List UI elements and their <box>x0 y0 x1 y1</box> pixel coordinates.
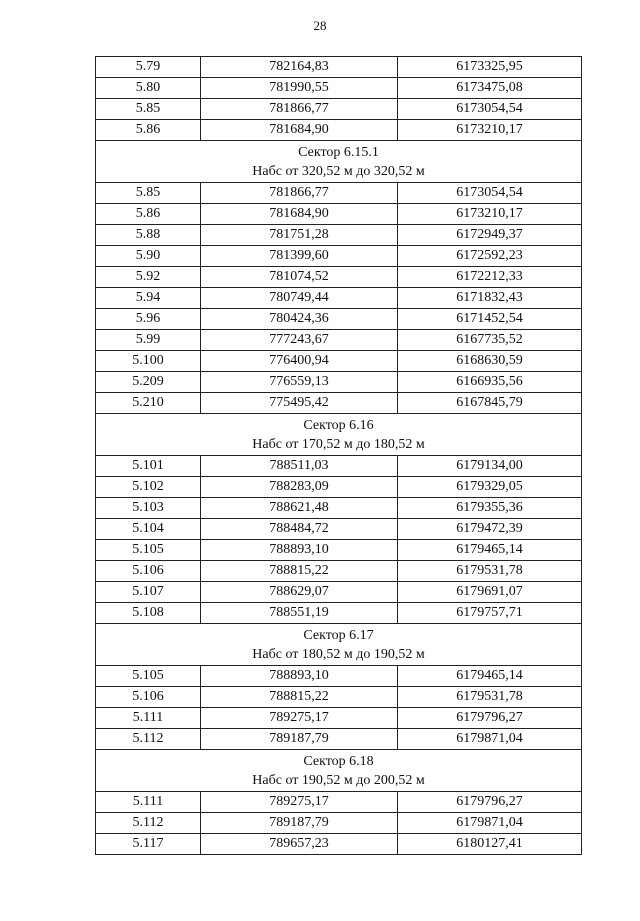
point-number-cell: 5.112 <box>96 729 201 750</box>
y-coordinate-cell: 6173054,54 <box>398 183 582 204</box>
y-coordinate-cell: 6173325,95 <box>398 57 582 78</box>
y-coordinate-cell: 6171832,43 <box>398 288 582 309</box>
y-coordinate-cell: 6179757,71 <box>398 603 582 624</box>
x-coordinate-cell: 789187,79 <box>201 813 398 834</box>
point-number-cell: 5.103 <box>96 498 201 519</box>
sector-title: Сектор 6.18 <box>303 753 374 769</box>
sector-header-row <box>96 414 582 456</box>
sector-header-row <box>96 624 582 666</box>
table-row <box>96 393 582 414</box>
y-coordinate-cell: 6173054,54 <box>398 99 582 120</box>
sector-header-cell <box>96 414 582 456</box>
table-row <box>96 687 582 708</box>
sector-title: Сектор 6.17 <box>303 627 374 643</box>
point-number-cell: 5.112 <box>96 813 201 834</box>
x-coordinate-cell: 781751,28 <box>201 225 398 246</box>
sector-altitude-range: Набс от 180,52 м до 190,52 м <box>252 646 425 662</box>
sector-header-cell <box>96 141 582 183</box>
point-number-cell: 5.92 <box>96 267 201 288</box>
point-number-cell: 5.85 <box>96 183 201 204</box>
y-coordinate-cell: 6179796,27 <box>398 792 582 813</box>
point-number-cell: 5.96 <box>96 309 201 330</box>
y-coordinate-cell: 6179871,04 <box>398 729 582 750</box>
x-coordinate-cell: 781866,77 <box>201 183 398 204</box>
coordinates-table <box>95 56 582 855</box>
x-coordinate-cell: 789275,17 <box>201 792 398 813</box>
table-row <box>96 78 582 99</box>
table-row <box>96 57 582 78</box>
point-number-cell: 5.88 <box>96 225 201 246</box>
x-coordinate-cell: 789275,17 <box>201 708 398 729</box>
sector-title: Сектор 6.16 <box>303 417 374 433</box>
point-number-cell: 5.86 <box>96 204 201 225</box>
y-coordinate-cell: 6179871,04 <box>398 813 582 834</box>
point-number-cell: 5.210 <box>96 393 201 414</box>
table-row <box>96 729 582 750</box>
table-row <box>96 330 582 351</box>
x-coordinate-cell: 776400,94 <box>201 351 398 372</box>
y-coordinate-cell: 6179796,27 <box>398 708 582 729</box>
sector-header-row <box>96 141 582 183</box>
point-number-cell: 5.86 <box>96 120 201 141</box>
x-coordinate-cell: 788893,10 <box>201 540 398 561</box>
point-number-cell: 5.94 <box>96 288 201 309</box>
table-row <box>96 120 582 141</box>
y-coordinate-cell: 6179355,36 <box>398 498 582 519</box>
table-row <box>96 708 582 729</box>
table-row <box>96 603 582 624</box>
page-number: 28 <box>313 18 327 33</box>
y-coordinate-cell: 6167845,79 <box>398 393 582 414</box>
table-row <box>96 183 582 204</box>
table-row <box>96 372 582 393</box>
table-row <box>96 99 582 120</box>
point-number-cell: 5.100 <box>96 351 201 372</box>
x-coordinate-cell: 776559,13 <box>201 372 398 393</box>
y-coordinate-cell: 6172949,37 <box>398 225 582 246</box>
y-coordinate-cell: 6166935,56 <box>398 372 582 393</box>
table-row <box>96 561 582 582</box>
sector-altitude-range: Набс от 320,52 м до 320,52 м <box>252 163 425 179</box>
point-number-cell: 5.85 <box>96 99 201 120</box>
y-coordinate-cell: 6172592,23 <box>398 246 582 267</box>
y-coordinate-cell: 6179531,78 <box>398 687 582 708</box>
x-coordinate-cell: 780424,36 <box>201 309 398 330</box>
y-coordinate-cell: 6179465,14 <box>398 540 582 561</box>
y-coordinate-cell: 6172212,33 <box>398 267 582 288</box>
point-number-cell: 5.80 <box>96 78 201 99</box>
x-coordinate-cell: 788484,72 <box>201 519 398 540</box>
coordinates-table-body <box>96 57 582 855</box>
x-coordinate-cell: 789187,79 <box>201 729 398 750</box>
point-number-cell: 5.79 <box>96 57 201 78</box>
point-number-cell: 5.104 <box>96 519 201 540</box>
y-coordinate-cell: 6179472,39 <box>398 519 582 540</box>
table-row <box>96 540 582 561</box>
table-row <box>96 666 582 687</box>
y-coordinate-cell: 6173475,08 <box>398 78 582 99</box>
sector-title: Сектор 6.15.1 <box>298 144 379 160</box>
point-number-cell: 5.102 <box>96 477 201 498</box>
table-row <box>96 351 582 372</box>
x-coordinate-cell: 781074,52 <box>201 267 398 288</box>
x-coordinate-cell: 788511,03 <box>201 456 398 477</box>
sector-altitude-range: Набс от 170,52 м до 180,52 м <box>252 436 425 452</box>
y-coordinate-cell: 6179465,14 <box>398 666 582 687</box>
x-coordinate-cell: 781399,60 <box>201 246 398 267</box>
x-coordinate-cell: 781684,90 <box>201 204 398 225</box>
sector-altitude-range: Набс от 190,52 м до 200,52 м <box>252 772 425 788</box>
table-row <box>96 288 582 309</box>
y-coordinate-cell: 6179531,78 <box>398 561 582 582</box>
x-coordinate-cell: 788621,48 <box>201 498 398 519</box>
x-coordinate-cell: 781684,90 <box>201 120 398 141</box>
sector-header-cell <box>96 750 582 792</box>
table-row <box>96 813 582 834</box>
table-row <box>96 309 582 330</box>
y-coordinate-cell: 6173210,17 <box>398 120 582 141</box>
point-number-cell: 5.106 <box>96 561 201 582</box>
y-coordinate-cell: 6167735,52 <box>398 330 582 351</box>
x-coordinate-cell: 788629,07 <box>201 582 398 603</box>
x-coordinate-cell: 788815,22 <box>201 561 398 582</box>
point-number-cell: 5.111 <box>96 708 201 729</box>
sector-header-cell <box>96 624 582 666</box>
table-row <box>96 267 582 288</box>
x-coordinate-cell: 777243,67 <box>201 330 398 351</box>
point-number-cell: 5.105 <box>96 540 201 561</box>
y-coordinate-cell: 6171452,54 <box>398 309 582 330</box>
point-number-cell: 5.105 <box>96 666 201 687</box>
table-row <box>96 477 582 498</box>
table-row <box>96 246 582 267</box>
table-row <box>96 582 582 603</box>
point-number-cell: 5.108 <box>96 603 201 624</box>
table-row <box>96 498 582 519</box>
x-coordinate-cell: 780749,44 <box>201 288 398 309</box>
table-row <box>96 225 582 246</box>
point-number-cell: 5.107 <box>96 582 201 603</box>
point-number-cell: 5.101 <box>96 456 201 477</box>
point-number-cell: 5.90 <box>96 246 201 267</box>
point-number-cell: 5.111 <box>96 792 201 813</box>
x-coordinate-cell: 781866,77 <box>201 99 398 120</box>
y-coordinate-cell: 6180127,41 <box>398 834 582 855</box>
point-number-cell: 5.117 <box>96 834 201 855</box>
y-coordinate-cell: 6179134,00 <box>398 456 582 477</box>
sector-header-row <box>96 750 582 792</box>
table-row <box>96 456 582 477</box>
point-number-cell: 5.106 <box>96 687 201 708</box>
x-coordinate-cell: 788893,10 <box>201 666 398 687</box>
table-row <box>96 834 582 855</box>
table-row <box>96 519 582 540</box>
x-coordinate-cell: 782164,83 <box>201 57 398 78</box>
y-coordinate-cell: 6179329,05 <box>398 477 582 498</box>
y-coordinate-cell: 6179691,07 <box>398 582 582 603</box>
x-coordinate-cell: 775495,42 <box>201 393 398 414</box>
y-coordinate-cell: 6168630,59 <box>398 351 582 372</box>
point-number-cell: 5.209 <box>96 372 201 393</box>
x-coordinate-cell: 789657,23 <box>201 834 398 855</box>
x-coordinate-cell: 788283,09 <box>201 477 398 498</box>
x-coordinate-cell: 781990,55 <box>201 78 398 99</box>
point-number-cell: 5.99 <box>96 330 201 351</box>
table-row <box>96 204 582 225</box>
x-coordinate-cell: 788815,22 <box>201 687 398 708</box>
y-coordinate-cell: 6173210,17 <box>398 204 582 225</box>
table-row <box>96 792 582 813</box>
x-coordinate-cell: 788551,19 <box>201 603 398 624</box>
